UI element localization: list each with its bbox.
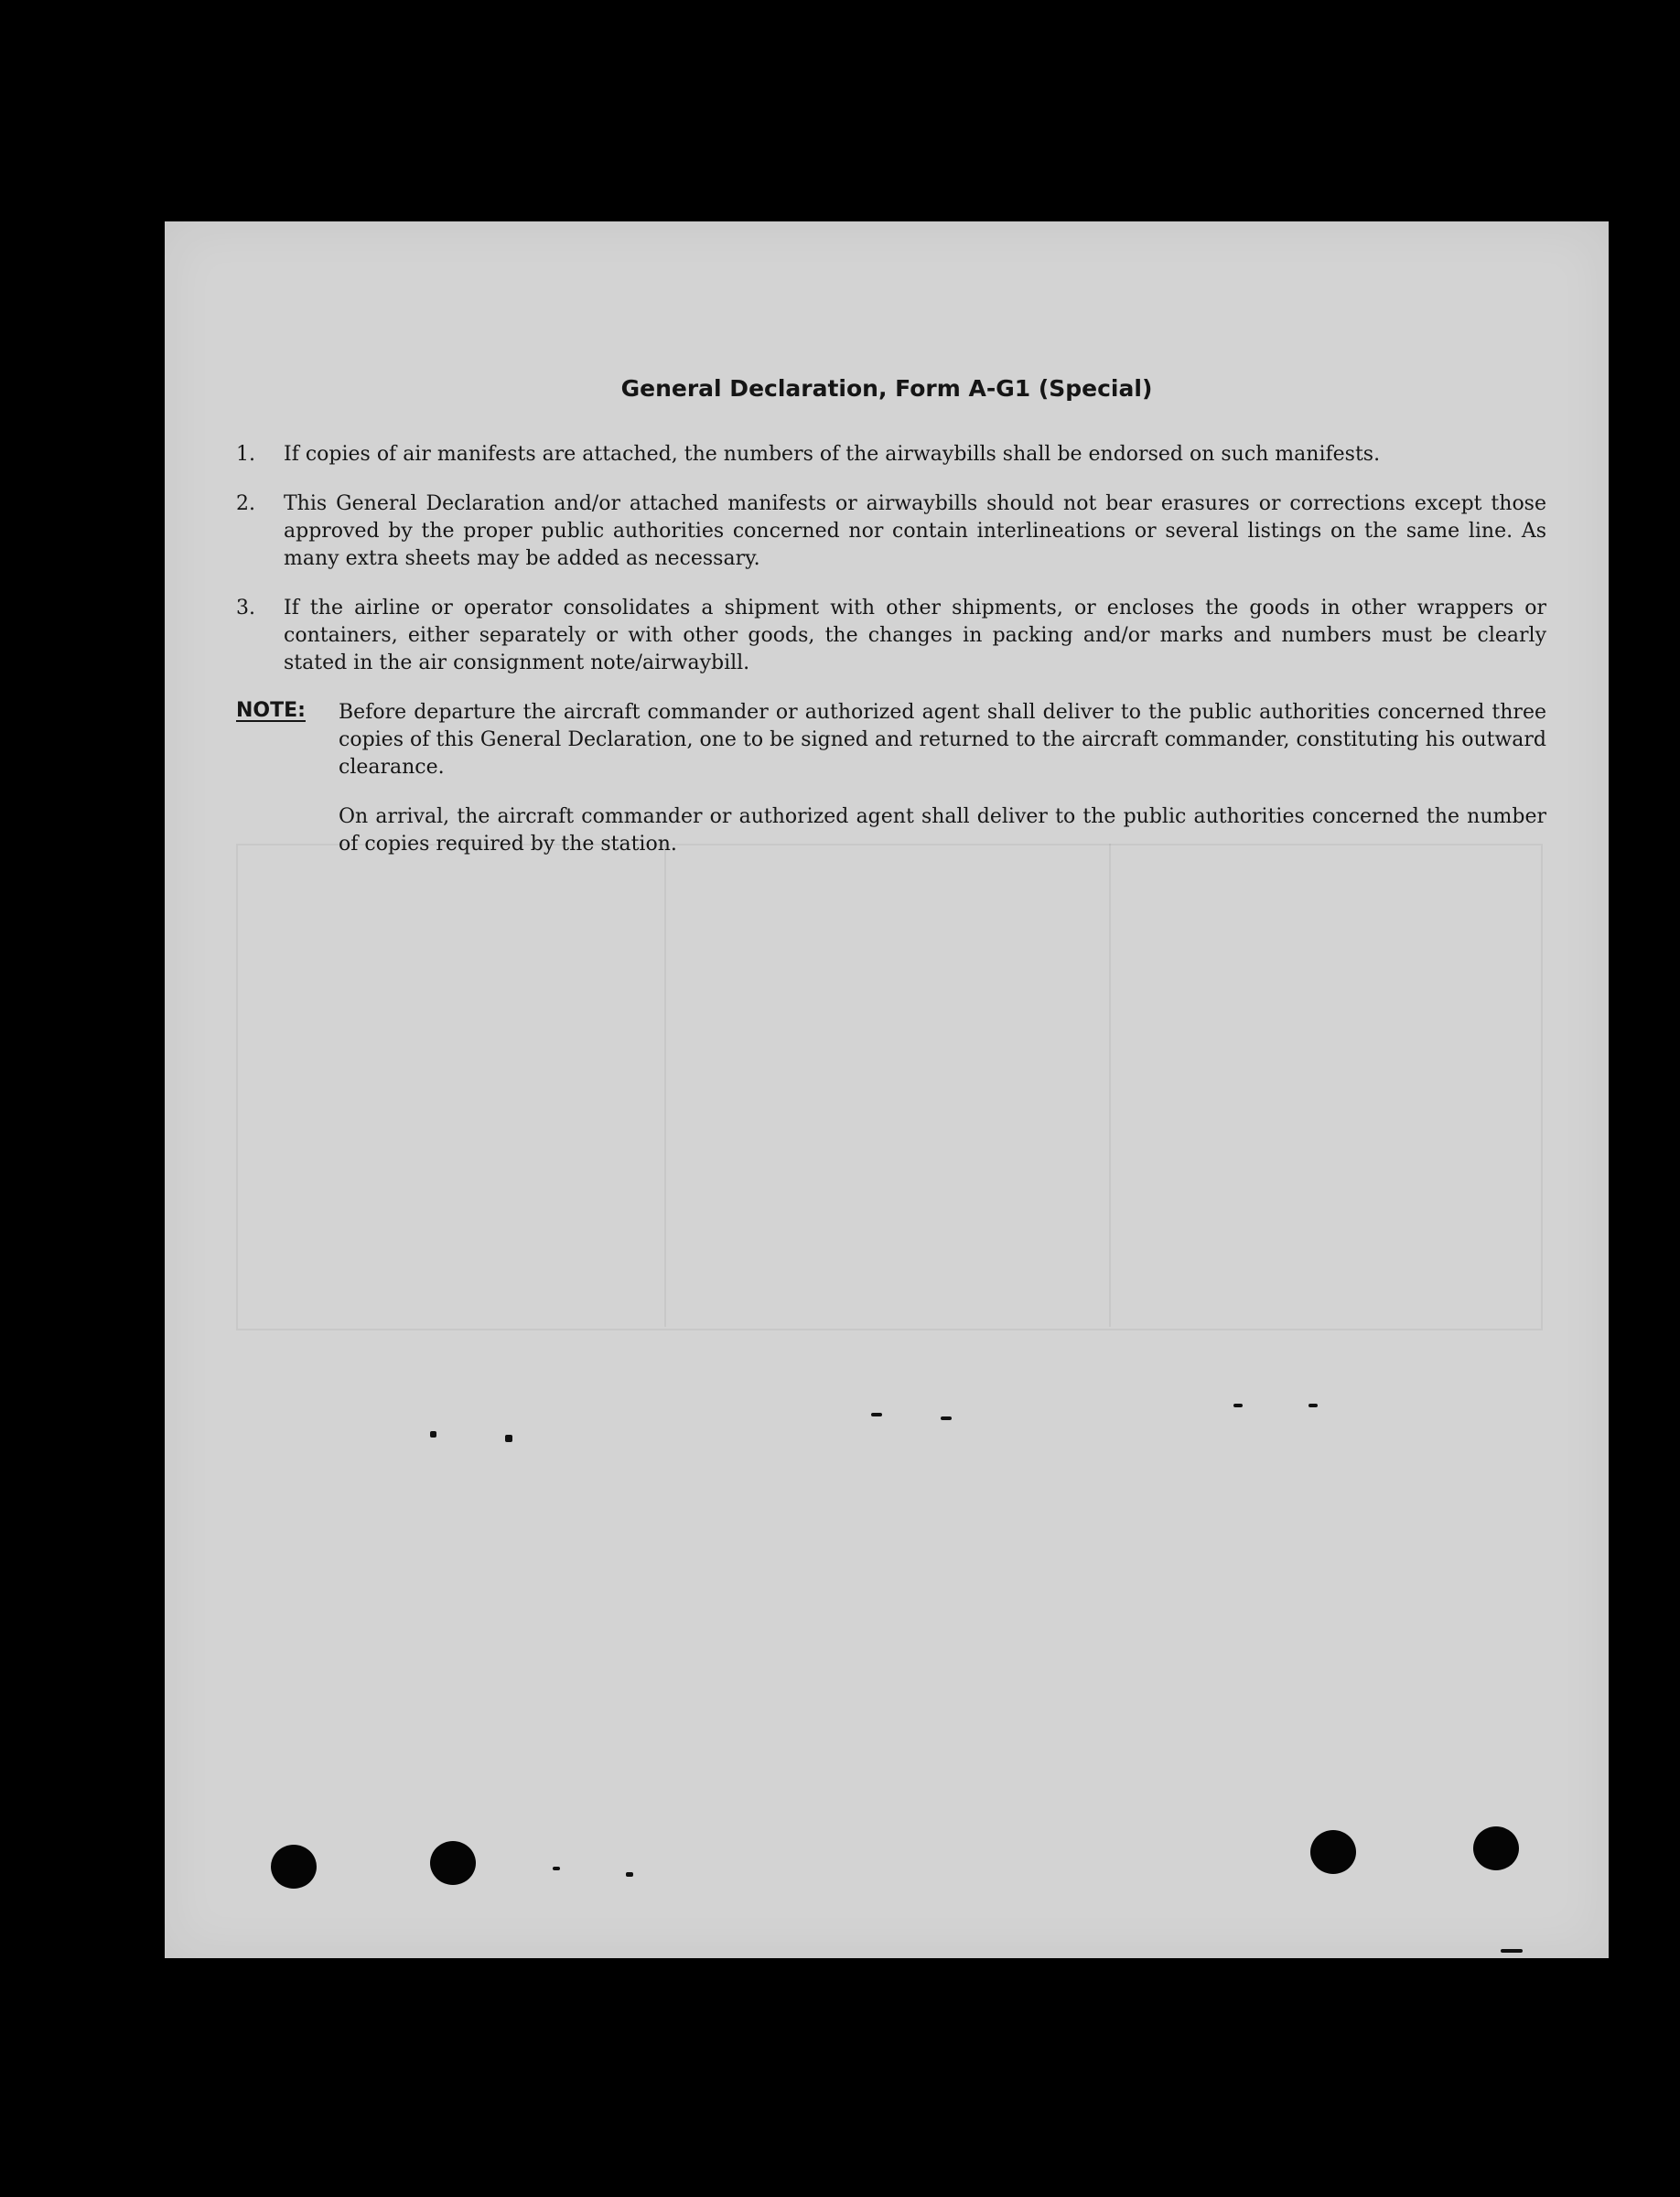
scan-speck xyxy=(1233,1404,1243,1407)
scan-speck xyxy=(941,1416,952,1420)
item-text: If copies of air manifests are attached, the numbers of the airwaybills shall be endorsed on such manifests. xyxy=(284,443,1381,466)
bleed-through-form-box xyxy=(236,844,1543,1330)
scan-speck xyxy=(505,1435,512,1442)
form-title: General Declaration, Form A-G1 (Special) xyxy=(620,375,1153,402)
punch-hole xyxy=(1473,1826,1519,1870)
item-number: 3. xyxy=(236,597,255,619)
punch-hole xyxy=(430,1841,476,1885)
scan-speck xyxy=(553,1867,560,1870)
punch-hole xyxy=(271,1845,317,1889)
scan-speck xyxy=(871,1413,882,1416)
punch-hole xyxy=(1310,1830,1356,1874)
instruction-item-1 xyxy=(236,441,1546,468)
scan-speck xyxy=(1501,1949,1523,1953)
note-paragraph-2: On arrival, the aircraft commander or authorized agent shall deliver to the public authorities concerned the number of copies required by the station. xyxy=(339,805,1546,856)
instruction-item-2 xyxy=(236,490,1546,573)
item-text: This General Declaration and/or attached manifests or airwaybills should not bear erasures or corrections except those approved by the proper public authorities concerned nor contain interlineations or several listings on the same line. As many extra sheets may be added as necessary. xyxy=(284,492,1546,570)
note-label: NOTE: xyxy=(236,699,306,722)
bleed-through-column-divider xyxy=(1109,844,1111,1327)
bleed-through-column-divider xyxy=(664,844,666,1327)
document-page xyxy=(165,221,1609,1958)
item-text: If the airline or operator consolidates a shipment with other shipments, or encloses the goods in other wrappers or containers, either separately or with other goods, the changes in packing and/or marks and numbers must be clearly stated in the air consignment note/airwaybill. xyxy=(284,597,1546,674)
scan-speck xyxy=(626,1872,633,1877)
instruction-item-3 xyxy=(236,595,1546,677)
scan-speck xyxy=(430,1431,436,1438)
scan-speck xyxy=(1308,1404,1318,1407)
item-number: 2. xyxy=(236,492,255,515)
note-paragraph-1: Before departure the aircraft commander or authorized agent shall deliver to the public authorities concerned three copies of this General Declaration, one to be signed and returned to the aircraft commander, constituting his outward clearance. xyxy=(339,701,1546,779)
item-number: 1. xyxy=(236,443,255,466)
